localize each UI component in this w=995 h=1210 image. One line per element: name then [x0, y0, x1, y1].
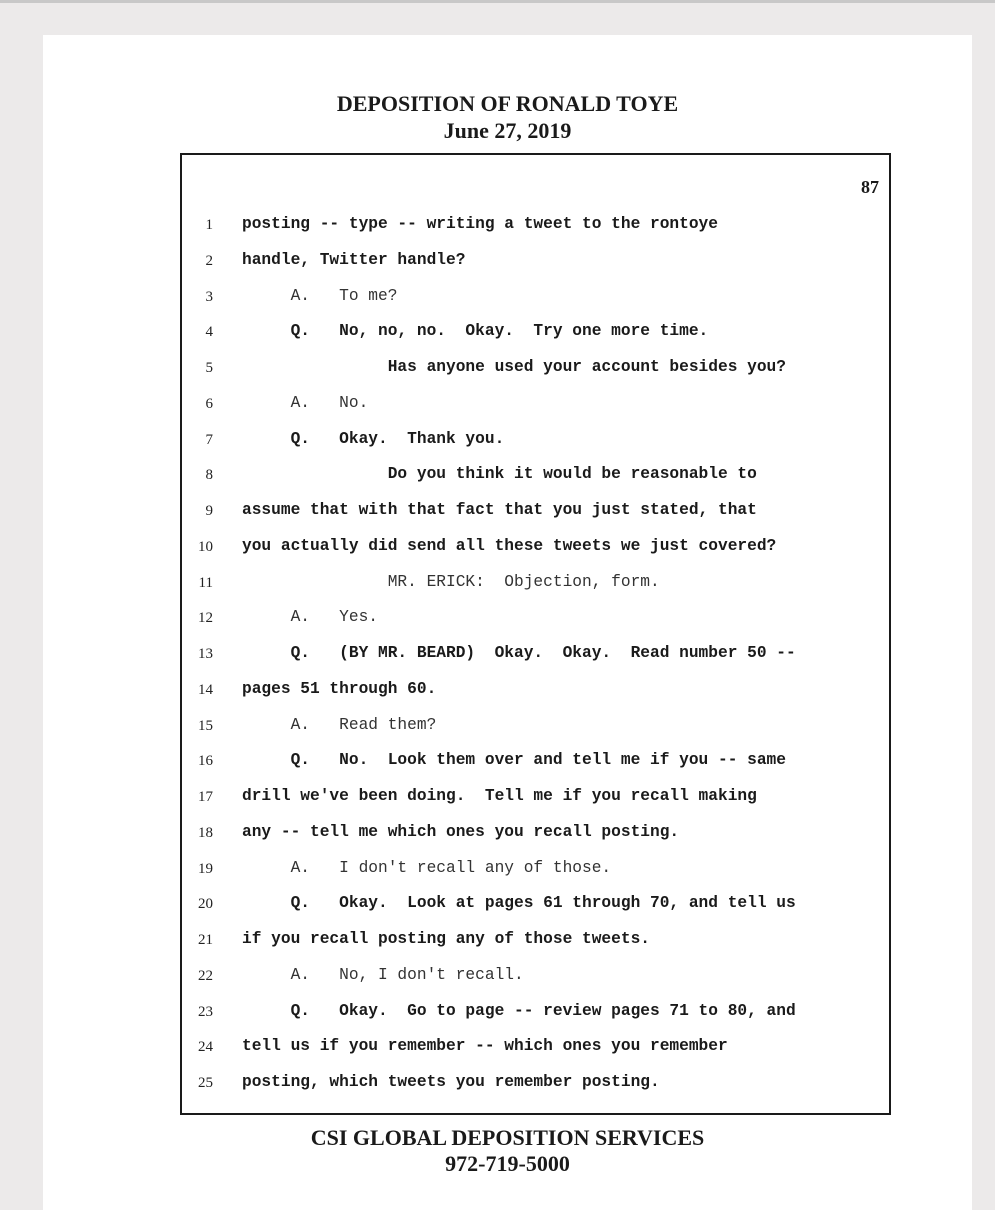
- line-number: 10: [198, 538, 213, 555]
- line-text: Q. No, no, no. Okay. Try one more time.: [242, 322, 709, 341]
- line-number: 12: [198, 610, 213, 627]
- line-text: Has anyone used your account besides you?: [242, 358, 786, 376]
- transcript-line: [182, 358, 889, 388]
- line-text: A. No, I don't recall.: [242, 965, 524, 984]
- transcript-line: [182, 751, 889, 781]
- transcript-line: [182, 930, 889, 960]
- transcript-line: [182, 1002, 889, 1032]
- line-text: handle, Twitter handle?: [242, 250, 466, 269]
- document-footer: [43, 1125, 972, 1177]
- line-number: 2: [205, 252, 213, 269]
- line-number: 1: [205, 217, 213, 233]
- line-number: 5: [205, 360, 213, 376]
- line-text: pages 51 through 60.: [242, 679, 437, 698]
- line-number: 3: [205, 288, 213, 305]
- line-text: A. Yes.: [242, 608, 378, 627]
- transcript-line: [182, 251, 889, 281]
- line-text: drill we've been doing. Tell me if you recall making: [242, 787, 757, 805]
- line-number: 11: [198, 574, 213, 591]
- line-number: 4: [205, 324, 213, 341]
- transcript-line: [182, 644, 889, 674]
- line-text: if you recall posting any of those tweets.: [242, 930, 650, 948]
- transcript-line: [182, 537, 889, 567]
- transcript-line: [182, 322, 889, 352]
- line-number: 19: [198, 860, 213, 877]
- line-number: 14: [198, 681, 213, 698]
- transcript-line: [182, 573, 889, 603]
- transcript-line: [182, 287, 889, 317]
- deposition-title: DEPOSITION OF RONALD TOYE: [336, 91, 679, 116]
- line-number: 7: [205, 431, 213, 448]
- line-number: 9: [205, 503, 213, 519]
- line-text: posting, which tweets you remember posting.: [242, 1073, 660, 1091]
- line-number: 13: [198, 646, 213, 662]
- line-text: Q. (BY MR. BEARD) Okay. Okay. Read number 50 --: [242, 644, 796, 662]
- top-border: [0, 0, 995, 3]
- transcript-line: [182, 608, 889, 638]
- line-text: Q. Okay. Thank you.: [242, 429, 505, 448]
- transcript-line: [182, 501, 889, 531]
- line-number: 15: [198, 717, 213, 734]
- transcript-line: [182, 215, 889, 245]
- line-number: 20: [198, 896, 213, 913]
- deposition-date: June 27, 2019: [443, 118, 572, 143]
- line-text: any -- tell me which ones you recall posting.: [242, 822, 680, 841]
- transcript-line: [182, 894, 889, 924]
- transcript-line: [182, 823, 889, 853]
- transcript-line: [182, 394, 889, 424]
- line-text: A. Read them?: [242, 715, 437, 734]
- transcript-line: [182, 1073, 889, 1103]
- page-number: 87: [861, 177, 879, 197]
- document-header: [43, 90, 972, 144]
- line-text: Do you think it would be reasonable to: [242, 465, 757, 484]
- transcript-line: [182, 859, 889, 889]
- line-number: 24: [198, 1039, 213, 1056]
- line-text: A. No.: [242, 393, 369, 412]
- line-text: posting -- type -- writing a tweet to the rontoye: [242, 215, 718, 233]
- line-text: Q. Okay. Look at pages 61 through 70, and tell us: [242, 894, 796, 913]
- line-number: 17: [198, 789, 213, 805]
- transcript-box: [180, 153, 891, 1115]
- line-number: 16: [198, 753, 213, 770]
- transcript-line: [182, 716, 889, 746]
- line-number: 21: [198, 932, 213, 948]
- line-text: tell us if you remember -- which ones you remember: [242, 1037, 728, 1056]
- transcript-line: [182, 966, 889, 996]
- line-number: 22: [198, 967, 213, 984]
- line-number: 18: [198, 824, 213, 841]
- line-number: 6: [205, 395, 213, 412]
- line-text: you actually did send all these tweets we just covered?: [242, 536, 777, 555]
- transcript-line: [182, 465, 889, 495]
- line-text: assume that with that fact that you just stated, that: [242, 501, 757, 519]
- footer-company: CSI GLOBAL DEPOSITION SERVICES: [310, 1125, 705, 1150]
- transcript-line: [182, 430, 889, 460]
- line-text: A. I don't recall any of those.: [242, 858, 612, 877]
- line-text: Q. No. Look them over and tell me if you -- same: [242, 751, 786, 770]
- transcript-line: [182, 1037, 889, 1067]
- document-page: [43, 35, 972, 1210]
- transcript-line: [182, 680, 889, 710]
- line-number: 25: [198, 1075, 213, 1091]
- line-text: MR. ERICK: Objection, form.: [242, 572, 660, 591]
- line-number: 8: [205, 467, 213, 484]
- line-number: 23: [198, 1003, 213, 1020]
- transcript-line: [182, 787, 889, 817]
- line-text: A. To me?: [242, 286, 398, 305]
- line-text: Q. Okay. Go to page -- review pages 71 to 80, and: [242, 1001, 796, 1020]
- footer-phone: 972-719-5000: [445, 1151, 570, 1176]
